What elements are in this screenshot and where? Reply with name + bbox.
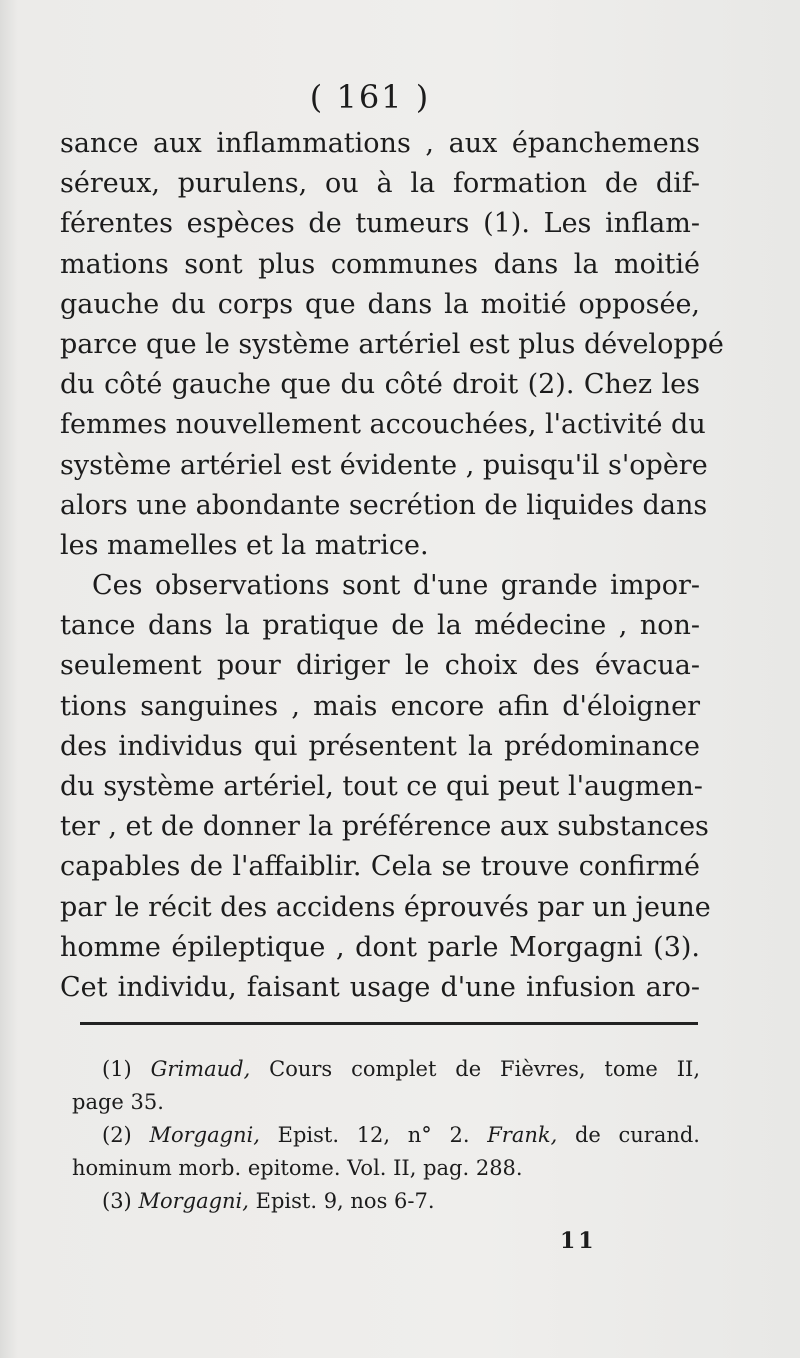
text-line: par le récit des accidens éprouvés par un jeune — [60, 891, 711, 923]
text-line: alors une abondante secrétion de liquides dans — [60, 489, 708, 521]
text-line: femmes nouvellement accouchées, l'activité du — [60, 409, 706, 441]
footnote-marker: (1) — [102, 1057, 132, 1081]
text-line: du système artériel, tout ce qui peut l'augmen- — [60, 771, 703, 802]
text-line: gauche du corps que dans la moitié opposée, — [60, 288, 700, 320]
page-number: ( 161 ) — [309, 78, 431, 116]
body-text — [60, 124, 724, 1008]
text-line: sance aux inflammations , aux épanchemens — [60, 128, 700, 159]
footnote-text: Epist. 12, n° 2. — [277, 1123, 470, 1147]
text-line: ter , et de donner la préférence aux substances — [60, 811, 709, 843]
text-line: férentes espèces de tumeurs (1). Les inflam- — [60, 208, 700, 240]
footnotes — [72, 1053, 700, 1218]
text-line: séreux, purulens, ou à la formation de dif- — [60, 168, 700, 200]
text-line: tance dans la pratique de la médecine , non- — [60, 610, 700, 642]
text-line: seulement pour diriger le choix des évacua- — [60, 650, 700, 682]
footnote-marker: (2) — [102, 1123, 132, 1147]
text-line: parce que le système artériel est plus développé — [60, 328, 724, 360]
footnote-text: Cours complet de Fièvres, tome II, — [269, 1057, 700, 1081]
text-line: du côté gauche que du côté droit (2). Chez les — [60, 369, 700, 401]
footnote-2-continuation: hominum morb. epitome. Vol. II, pag. 288. — [72, 1156, 523, 1180]
text-line: mations sont plus communes dans la moitié — [60, 248, 700, 280]
text-line: capables de l'affaiblir. Cela se trouve confirmé — [60, 851, 700, 883]
footnote-author: Frank, — [487, 1123, 558, 1147]
signature-mark: 11 — [560, 1228, 597, 1254]
text-line: tions sanguines , mais encore afin d'éloigner — [60, 690, 700, 722]
footnote-1-continuation: page 35. — [72, 1090, 164, 1114]
text-line: système artériel est évidente , puisqu'il s'opère — [60, 449, 708, 481]
text-line: homme épileptique , dont parle Morgagni (3). — [60, 931, 700, 963]
footnote-author: Morgagni, — [138, 1189, 249, 1213]
text-line: des individus qui présentent la prédominance — [60, 730, 700, 762]
footnote-2 — [72, 1119, 700, 1152]
footnote-1 — [72, 1053, 700, 1086]
footnote-3 — [72, 1185, 700, 1218]
text-line: Cet individu, faisant usage d'une infusion aro- — [60, 971, 700, 1003]
footnote-author: Morgagni, — [149, 1123, 260, 1147]
text-line: Ces observations sont d'une grande impor- — [92, 570, 700, 602]
text-line: les mamelles et la matrice. — [60, 529, 429, 561]
footnote-author: Grimaud, — [150, 1057, 251, 1081]
footnote-marker: (3) — [102, 1189, 132, 1213]
footnote-text: de curand. — [574, 1123, 700, 1147]
footnote-text: Epist. 9, nos 6-7. — [255, 1189, 435, 1213]
footnote-divider — [80, 1022, 698, 1025]
